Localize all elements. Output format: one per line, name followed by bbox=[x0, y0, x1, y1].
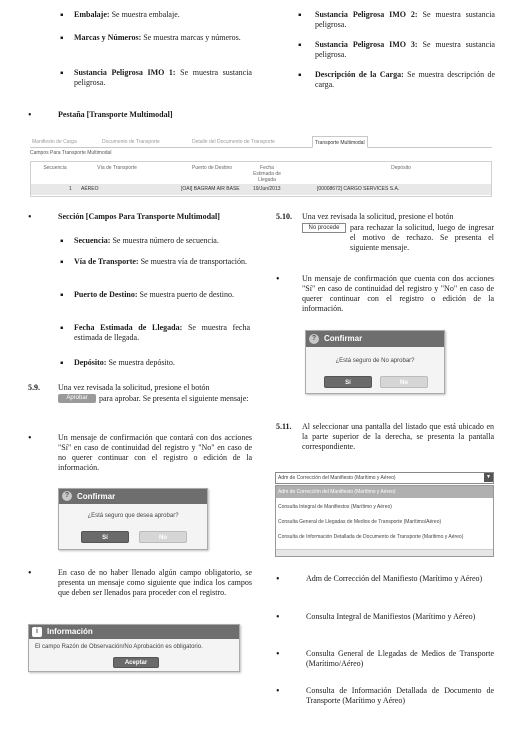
list-item: Descripción de la Carga: Se muestra descripción de carga. bbox=[315, 70, 495, 89]
dialog-header bbox=[29, 625, 239, 639]
column-header: Puerto de Destino bbox=[191, 165, 233, 171]
step-text: Una vez revisada la solicitud, presione el botón bbox=[302, 212, 454, 221]
dialog-message: El campo Razón de Observación/No Aprobación es obligatorio. bbox=[35, 644, 203, 650]
list-item: Consulta General de Llegadas de Medios de Transporte (Marítimo/Aéreo) bbox=[306, 649, 494, 668]
list-item: Consulta de Información Detallada de Documento de Transporte (Marítimo y Aéreo) bbox=[306, 686, 494, 705]
paragraph: En caso de no haber llenado algún campo obligatorio, se presenta un mensaje como siguiente que indica los campos que deben ser llenados para proceder con el registro. bbox=[58, 568, 252, 597]
reject-button[interactable]: No procede bbox=[302, 223, 346, 233]
table-cell: 19/Jun/2013 bbox=[253, 186, 281, 192]
table-title: Campos Para Transporte Multimodal bbox=[30, 150, 112, 156]
dialog-title: Información bbox=[47, 627, 93, 636]
bullet: • bbox=[276, 274, 280, 285]
list-item: Sustancia Peligrosa IMO 3: Se muestra sustancia peligrosa. bbox=[315, 40, 495, 59]
horizontal-scrollbar[interactable] bbox=[276, 549, 493, 556]
yes-button[interactable]: Sí bbox=[81, 531, 129, 543]
select-option[interactable]: Consulta General de Llegadas de Medios de Transporte (Marítimo/Aéreo) bbox=[278, 519, 442, 525]
no-button[interactable]: No bbox=[380, 376, 428, 388]
step-text: para rechazar la solicitud, luego de ingresar el motivo de rechazo. Se presenta el siguiente mensaje. bbox=[350, 223, 494, 252]
bullet: • bbox=[276, 649, 280, 660]
bullet: ▪ bbox=[60, 358, 64, 369]
column-header: Fecha Estimada de Llegada bbox=[253, 165, 281, 183]
list-item: Depósito: Se muestra depósito. bbox=[74, 358, 175, 367]
list-item: Adm de Corrección del Manifiesto (Marítimo y Aéreo) bbox=[306, 574, 483, 583]
bullet: • bbox=[28, 433, 32, 444]
bullet: ▪ bbox=[60, 257, 64, 268]
dialog-message: ¿Está seguro de No aprobar? bbox=[335, 358, 415, 364]
info-dialog bbox=[28, 624, 240, 672]
select-options bbox=[275, 485, 494, 557]
bullet: • bbox=[276, 574, 280, 585]
bullet: ▪ bbox=[60, 68, 64, 79]
list-item: Fecha Estimada de Llegada: Se muestra fecha estimada de llegada. bbox=[74, 323, 251, 342]
table-cell: [OAI] BAGRAM AIR BASE bbox=[181, 186, 240, 192]
bullet: • bbox=[28, 212, 32, 223]
column-header: Secuencia bbox=[43, 165, 67, 171]
chevron-down-icon[interactable]: ▼ bbox=[484, 473, 493, 482]
tab-detalle[interactable]: Detalle del Documento de Transporte bbox=[192, 139, 275, 145]
confirm-dialog bbox=[58, 488, 208, 550]
dialog-title: Confirmar bbox=[77, 492, 116, 501]
dialog-title: Confirmar bbox=[324, 334, 363, 343]
tab-documento[interactable]: Documento de Transporte bbox=[102, 139, 160, 145]
info-icon: i bbox=[32, 627, 42, 637]
table-cell: [00008672] CARGO SERVICES S.A. bbox=[317, 186, 400, 192]
select-value[interactable]: Adm de Corrección del Manifiesto (Marítimo y Aéreo) bbox=[275, 472, 494, 484]
column-header: Vía de Transporte bbox=[97, 165, 137, 171]
list-item: Marcas y Números: Se muestra marcas y números. bbox=[74, 33, 241, 42]
list-item: Puerto de Destino: Se muestra puerto de destino. bbox=[74, 290, 234, 299]
dialog-message: ¿Está seguro que desea aprobar? bbox=[87, 513, 179, 519]
bullet: • bbox=[276, 686, 280, 697]
select-option[interactable]: Consulta de Información Detallada de Documento de Transporte (Marítimo y Aéreo) bbox=[278, 534, 464, 540]
step-number: 5.9. bbox=[28, 383, 40, 392]
bullet: • bbox=[276, 612, 280, 623]
list-item: Consulta Integral de Manifiestos (Marítimo y Aéreo) bbox=[306, 612, 476, 621]
section-heading: Pestaña [Transporte Multimodal] bbox=[58, 110, 173, 119]
table-cell: 1 bbox=[69, 186, 72, 192]
bullet: ▪ bbox=[298, 10, 302, 21]
help-icon: ? bbox=[62, 491, 72, 501]
tab-transporte-multimodal[interactable]: Transporte Multimodal bbox=[312, 136, 368, 148]
dialog-header bbox=[59, 489, 207, 504]
table-row[interactable] bbox=[31, 184, 491, 195]
step-text: Una vez revisada la solicitud, presione el botón bbox=[58, 383, 210, 392]
list-item: Embalaje: Se muestra embalaje. bbox=[74, 10, 180, 19]
bullet: ▪ bbox=[298, 40, 302, 51]
bullet: • bbox=[28, 110, 32, 121]
step-number: 5.10. bbox=[276, 212, 292, 221]
accept-button[interactable]: Aceptar bbox=[113, 657, 159, 668]
list-item: Sustancia Peligrosa IMO 2: Se muestra sustancia peligrosa. bbox=[315, 10, 495, 29]
tab-manifiesto[interactable]: Manifiesto de Carga bbox=[32, 139, 77, 145]
list-item: Secuencia: Se muestra número de secuencia. bbox=[74, 236, 219, 245]
paragraph: Un mensaje de confirmación que contará con dos acciones "Sí" en caso de continuidad del registro y "No" en caso de no querer continuar con el registro o edición de la información. bbox=[58, 433, 252, 472]
tab-bar bbox=[30, 135, 492, 148]
select-option[interactable]: Consulta Integral de Manifiestos (Marítimo y Aéreo) bbox=[278, 504, 392, 510]
bullet: ▪ bbox=[60, 290, 64, 301]
step-text: Al seleccionar una pantalla del listado que está ubicado en la parte superior de la derecha, se presenta la pantalla correspondiente. bbox=[302, 422, 494, 451]
select-option[interactable]: Adm de Corrección del Manifiesto (Marítimo y Aéreo) bbox=[276, 486, 493, 498]
bullet: ▪ bbox=[298, 70, 302, 81]
bullet: ▪ bbox=[60, 323, 64, 334]
paragraph: Un mensaje de confirmación que cuenta con dos acciones "Sí" en caso de continuidad del registro y "No" en caso de querer continuar con el registro o edición de la información. bbox=[302, 274, 494, 313]
multimodal-table bbox=[30, 161, 492, 197]
yes-button[interactable]: Sí bbox=[324, 376, 372, 388]
bullet: ▪ bbox=[60, 236, 64, 247]
help-icon: ? bbox=[309, 334, 319, 344]
list-item: Vía de Transporte: Se muestra vía de transportación. bbox=[74, 257, 248, 266]
column-header: Depósito bbox=[391, 165, 411, 171]
step-number: 5.11. bbox=[276, 422, 292, 431]
no-button[interactable]: No bbox=[139, 531, 187, 543]
confirm-dialog bbox=[305, 330, 445, 394]
step-text: para aprobar. Se presenta el siguiente mensaje: bbox=[99, 394, 249, 403]
table-cell: AÉREO bbox=[81, 186, 99, 192]
approve-button[interactable]: Aprobar bbox=[58, 394, 96, 403]
dialog-header bbox=[306, 331, 444, 347]
bullet: ▪ bbox=[60, 33, 64, 44]
bullet: • bbox=[28, 568, 32, 579]
section-item: Sección [Campos Para Transporte Multimodal] bbox=[58, 212, 220, 221]
list-item: Sustancia Peligrosa IMO 1: Se muestra sustancia peligrosa. bbox=[74, 68, 252, 87]
bullet: ▪ bbox=[60, 10, 64, 21]
